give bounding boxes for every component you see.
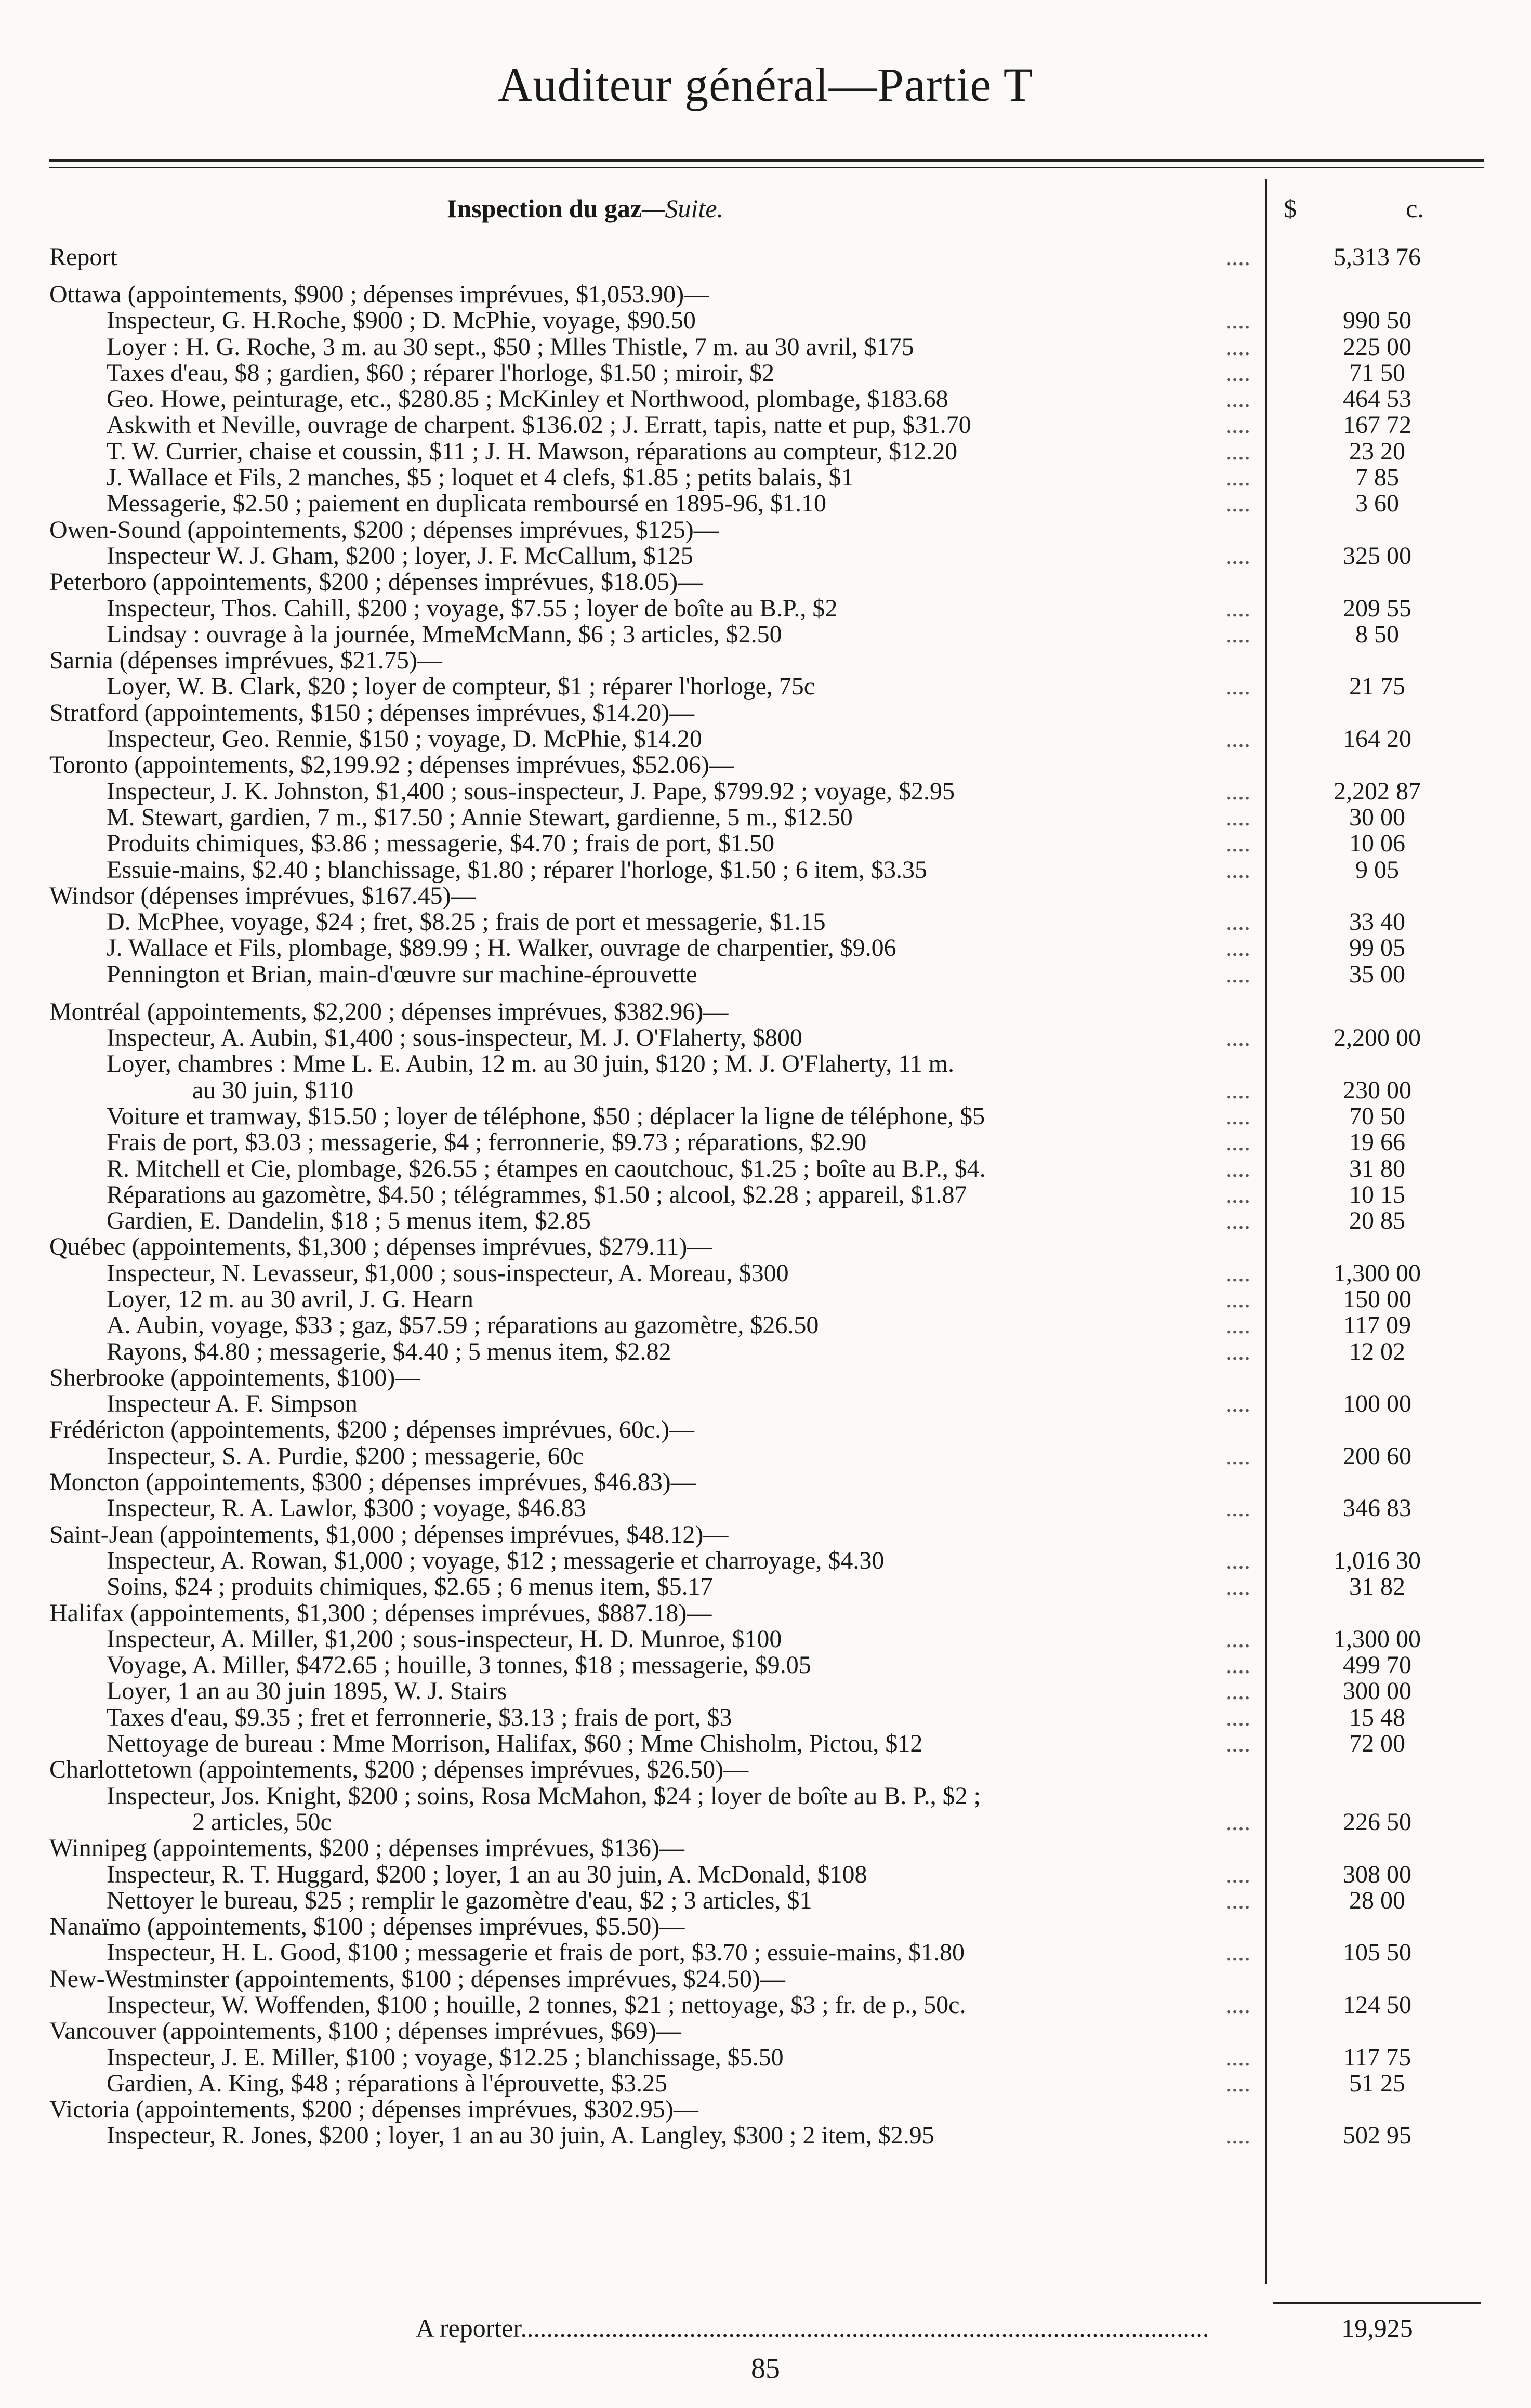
ledger-entry — [0, 2123, 1531, 2149]
leader-dots: .... — [1225, 1337, 1250, 1365]
ledger-entry — [0, 962, 1531, 999]
entry-amount: 300 00 — [1343, 1677, 1411, 1705]
entry-description: Toronto (appointements, $2,199.92 ; dépenses imprévues, $52.06)— — [49, 751, 734, 779]
leader-dots: .... — [1225, 385, 1250, 413]
entry-amount: 9 05 — [1355, 856, 1399, 884]
leader-dots: .... — [1225, 960, 1250, 988]
ledger-entry — [0, 1339, 1531, 1365]
leader-dots: .... — [1225, 803, 1250, 831]
entry-amount: 124 50 — [1343, 1991, 1411, 2019]
ledger-entry — [0, 831, 1531, 857]
entry-description: Frais de port, $3.03 ; messagerie, $4 ; ferronnerie, $9.73 ; réparations, $2.90 — [107, 1128, 867, 1156]
entry-description: D. McPhee, voyage, $24 ; fret, $8.25 ; frais de port et messagerie, $1.15 — [107, 908, 826, 936]
entry-amount: 23 20 — [1349, 437, 1405, 465]
entry-amount: 7 85 — [1355, 464, 1399, 492]
entry-description: Inspecteur, A. Miller, $1,200 ; sous-inspecteur, H. D. Munroe, $100 — [107, 1625, 782, 1653]
leader-dots: .... — [1225, 1024, 1250, 1052]
entry-description: Victoria (appointements, $200 ; dépenses imprévues, $302.95)— — [49, 2096, 698, 2124]
entry-description: Winnipeg (appointements, $200 ; dépenses imprévues, $136)— — [49, 1834, 684, 1862]
entry-description: Saint-Jean (appointements, $1,000 ; dépenses imprévues, $48.12)— — [49, 1520, 729, 1548]
entry-description: Vancouver (appointements, $100 ; dépenses imprévues, $69)— — [49, 2017, 681, 2045]
entry-description: Inspecteur, N. Levasseur, $1,000 ; sous-inspecteur, A. Moreau, $300 — [107, 1259, 789, 1287]
leader-dots: .......................................................................................................... — [520, 2313, 1209, 2343]
ledger-entry — [0, 596, 1531, 622]
entry-description: Taxes d'eau, $9.35 ; fret et ferronnerie, $3.13 ; frais de port, $3 — [107, 1703, 732, 1731]
entry-amount: 499 70 — [1343, 1651, 1411, 1679]
ledger-entry — [0, 1391, 1531, 1417]
leader-dots: .... — [1225, 777, 1250, 805]
leader-dots: .... — [1225, 1886, 1250, 1914]
ledger-entry — [0, 334, 1531, 360]
leader-dots: .... — [1225, 2043, 1250, 2071]
entry-description: Pennington et Brian, main-d'œuvre sur machine-éprouvette — [107, 960, 697, 988]
entry-description: Inspecteur A. F. Simpson — [107, 1390, 358, 1418]
entry-description: Inspecteur, R. T. Huggard, $200 ; loyer, 1 an au 30 juin, A. McDonald, $108 — [107, 1860, 867, 1888]
entry-description: Lindsay : ouvrage à la journée, MmeMcMann, $6 ; 3 articles, $2.50 — [107, 620, 782, 648]
cents-column-label: c. — [1406, 194, 1424, 223]
entry-description: Voiture et tramway, $15.50 ; loyer de téléphone, $50 ; déplacer la ligne de téléphone, $5 — [107, 1102, 985, 1130]
leader-dots: .... — [1225, 1442, 1250, 1470]
entry-amount: 117 75 — [1343, 2043, 1411, 2071]
leader-dots: .... — [1225, 1494, 1250, 1522]
leader-dots: .... — [1225, 856, 1250, 884]
leader-dots: .... — [1225, 1311, 1250, 1339]
entry-description: Moncton (appointements, $300 ; dépenses imprévues, $46.83)— — [49, 1468, 696, 1496]
entry-amount: 33 40 — [1349, 908, 1405, 936]
entry-amount: 31 82 — [1349, 1573, 1405, 1601]
entry-amount: 100 00 — [1343, 1390, 1411, 1418]
entry-description: Rayons, $4.80 ; messagerie, $4.40 ; 5 menus item, $2.82 — [107, 1337, 671, 1365]
entry-amount: 51 25 — [1349, 2069, 1405, 2097]
entry-description: Loyer, 12 m. au 30 avril, J. G. Hearn — [107, 1285, 473, 1313]
entry-amount: 8 50 — [1355, 620, 1399, 648]
entry-amount: 2,200 00 — [1334, 1024, 1421, 1052]
leader-dots: .... — [1225, 464, 1250, 492]
ledger-entry — [0, 1992, 1531, 2018]
ledger-heading — [0, 1835, 1531, 1861]
entry-description: A. Aubin, voyage, $33 ; gaz, $57.59 ; réparations au gazomètre, $26.50 — [107, 1311, 819, 1339]
leader-dots: .... — [1225, 1285, 1250, 1313]
entry-amount: 15 48 — [1349, 1703, 1405, 1731]
ledger-entry — [0, 1652, 1531, 1678]
ledger-entry — [0, 1888, 1531, 1914]
ledger — [0, 244, 1531, 2149]
ledger-entry — [0, 1312, 1531, 1338]
entry-description: Québec (appointements, $1,300 ; dépenses imprévues, $279.11)— — [49, 1233, 712, 1261]
entry-amount: 71 50 — [1349, 359, 1405, 387]
ledger-entry — [0, 308, 1531, 334]
leader-dots: .... — [1225, 490, 1250, 518]
ledger-entry — [0, 1443, 1531, 1469]
entry-amount: 150 00 — [1343, 1285, 1411, 1313]
leader-dots: .... — [1225, 333, 1250, 361]
entry-description: Produits chimiques, $3.86 ; messagerie, $4.70 ; frais de port, $1.50 — [107, 830, 775, 858]
entry-amount: 117 09 — [1343, 1311, 1411, 1339]
leader-dots: .... — [1225, 1207, 1250, 1235]
ledger-heading — [0, 700, 1531, 726]
entry-description: J. Wallace et Fils, plombage, $89.99 ; H. Walker, ouvrage de charpentier, $9.06 — [107, 934, 896, 962]
entry-description: Stratford (appointements, $150 ; dépenses imprévues, $14.20)— — [49, 699, 695, 727]
ledger-entry — [0, 1548, 1531, 1574]
entry-amount: 308 00 — [1343, 1860, 1411, 1888]
ledger-entry — [0, 1495, 1531, 1521]
ledger-heading — [0, 1365, 1531, 1391]
header-rule-thick — [49, 159, 1484, 162]
entry-description: Inspecteur, W. Woffenden, $100 ; houille, 2 tonnes, $21 ; nettoyage, $3 ; fr. de p., 50c. — [107, 1991, 966, 2019]
leader-dots: .... — [1225, 307, 1250, 335]
leader-dots: .... — [1225, 594, 1250, 622]
ledger-entry — [0, 465, 1531, 491]
entry-amount: 105 50 — [1343, 1939, 1411, 1967]
ledger-heading — [0, 1234, 1531, 1260]
leader-dots: .... — [1225, 830, 1250, 858]
ledger-entry — [0, 1182, 1531, 1208]
entry-description: Inspecteur, J. E. Miller, $100 ; voyage, $12.25 ; blanchissage, $5.50 — [107, 2043, 784, 2071]
leader-dots: .... — [1225, 1180, 1250, 1208]
total-rule — [1273, 2302, 1481, 2304]
entry-amount: 167 72 — [1343, 411, 1411, 439]
ledger-entry — [0, 935, 1531, 961]
entry-amount: 31 80 — [1349, 1154, 1405, 1182]
section-title: Inspection du gaz — [447, 194, 642, 223]
entry-description: au 30 juin, $110 — [192, 1076, 354, 1104]
entry-description: 2 articles, 50c — [192, 1808, 332, 1836]
ledger-heading — [0, 1522, 1531, 1548]
carry-forward-text: A reporter — [416, 2313, 521, 2343]
ledger-entry — [0, 622, 1531, 648]
entry-description: Sarnia (dépenses imprévues, $21.75)— — [49, 647, 442, 675]
ledger-heading — [0, 569, 1531, 595]
entry-description: Inspecteur, Thos. Cahill, $200 ; voyage, $7.55 ; loyer de boîte au B.P., $2 — [107, 594, 838, 622]
ledger-entry — [0, 244, 1531, 282]
entry-amount: 10 15 — [1349, 1180, 1405, 1208]
entry-amount: 1,300 00 — [1334, 1259, 1421, 1287]
page-number: 85 — [751, 2352, 780, 2385]
ledger-entry — [0, 543, 1531, 569]
ledger-heading — [0, 1600, 1531, 1626]
leader-dots: .... — [1225, 437, 1250, 465]
ledger-entry — [0, 1940, 1531, 1966]
leader-dots: .... — [1225, 2069, 1250, 2097]
leader-dots: .... — [1225, 1730, 1250, 1758]
entry-amount: 325 00 — [1343, 542, 1411, 570]
leader-dots: .... — [1225, 1076, 1250, 1104]
leader-dots: .... — [1225, 1546, 1250, 1574]
entry-description: R. Mitchell et Cie, plombage, $26.55 ; étampes en caoutchouc, $1.25 ; boîte au B.P., $4. — [107, 1154, 986, 1182]
entry-amount: 35 00 — [1349, 960, 1405, 988]
ledger-entry — [0, 726, 1531, 752]
ledger-entry — [0, 1809, 1531, 1835]
entry-amount: 12 02 — [1349, 1337, 1405, 1365]
ledger-entry — [0, 2045, 1531, 2071]
ledger-entry — [0, 2071, 1531, 2097]
entry-amount: 72 00 — [1349, 1730, 1405, 1758]
ledger-entry — [0, 1129, 1531, 1155]
entry-amount: 70 50 — [1349, 1102, 1405, 1130]
ledger-heading — [0, 1417, 1531, 1443]
entry-description: Report — [49, 243, 117, 271]
entry-description: Gardien, A. King, $48 ; réparations à l'éprouvette, $3.25 — [107, 2069, 668, 2097]
entry-amount: 230 00 — [1343, 1076, 1411, 1104]
ledger-heading — [0, 1757, 1531, 1783]
ledger-heading — [0, 1783, 1531, 1809]
entry-description: Nanaïmo (appointements, $100 ; dépenses imprévues, $5.50)— — [49, 1913, 685, 1941]
carry-forward-label — [416, 2313, 1209, 2343]
entry-description: Peterboro (appointements, $200 ; dépenses imprévues, $18.05)— — [49, 568, 703, 596]
entry-description: Messagerie, $2.50 ; paiement en duplicata remboursé en 1895-96, $1.10 — [107, 490, 826, 518]
entry-amount: 3 60 — [1355, 490, 1399, 518]
entry-description: Inspecteur W. J. Gham, $200 ; loyer, J. F. McCallum, $125 — [107, 542, 693, 570]
entry-description: Gardien, E. Dandelin, $18 ; 5 menus item, $2.85 — [107, 1207, 591, 1235]
entry-description: Inspecteur, R. Jones, $200 ; loyer, 1 an au 30 juin, A. Langley, $300 ; 2 item, $2.95 — [107, 2122, 934, 2150]
entry-description: Owen-Sound (appointements, $200 ; dépenses imprévues, $125)— — [49, 516, 719, 544]
entry-description: Inspecteur, R. A. Lawlor, $300 ; voyage, $46.83 — [107, 1494, 586, 1522]
entry-amount: 209 55 — [1343, 594, 1411, 622]
ledger-heading — [0, 883, 1531, 909]
leader-dots: .... — [1225, 1939, 1250, 1967]
carry-forward-amount: 19,925 — [1341, 2313, 1413, 2343]
ledger-entry — [0, 412, 1531, 438]
ledger-entry — [0, 1260, 1531, 1286]
ledger-heading — [0, 517, 1531, 543]
currency-header — [1284, 193, 1460, 223]
leader-dots: .... — [1225, 1154, 1250, 1182]
ledger-entry — [0, 1208, 1531, 1234]
entry-description: Inspecteur, A. Rowan, $1,000 ; voyage, $12 ; messagerie et charroyage, $4.30 — [107, 1546, 885, 1574]
ledger-entry — [0, 1103, 1531, 1129]
entry-amount: 502 95 — [1343, 2122, 1411, 2150]
leader-dots: .... — [1225, 1128, 1250, 1156]
ledger-entry — [0, 1705, 1531, 1731]
entry-amount: 164 20 — [1343, 725, 1411, 753]
entry-amount: 10 06 — [1349, 830, 1405, 858]
leader-dots: .... — [1225, 620, 1250, 648]
ledger-entry — [0, 779, 1531, 805]
ledger-entry — [0, 1626, 1531, 1652]
section-heading — [447, 193, 723, 223]
entry-description: Windsor (dépenses imprévues, $167.45)— — [49, 881, 476, 910]
page-title: Auditeur général—Partie T — [498, 58, 1033, 111]
ledger-entry — [0, 1862, 1531, 1888]
entry-amount: 99 05 — [1349, 934, 1405, 962]
ledger-heading — [0, 999, 1531, 1025]
entry-description: T. W. Currier, chaise et coussin, $11 ; J. H. Mawson, réparations au compteur, $12.20 — [107, 437, 958, 465]
leader-dots: .... — [1225, 1808, 1250, 1836]
entry-description: Inspecteur, J. K. Johnston, $1,400 ; sous-inspecteur, J. Pape, $799.92 ; voyage, $2.95 — [107, 777, 955, 805]
entry-description: Réparations au gazomètre, $4.50 ; télégrammes, $1.50 ; alcool, $2.28 ; appareil, $1.87 — [107, 1180, 967, 1208]
ledger-entry — [0, 857, 1531, 883]
entry-description: Inspecteur, Jos. Knight, $200 ; soins, Rosa McMahon, $24 ; loyer de boîte au B. P., $2 ; — [107, 1782, 981, 1810]
ledger-entry — [0, 386, 1531, 412]
dollars-column-label: $ — [1284, 194, 1297, 223]
entry-description: Ottawa (appointements, $900 ; dépenses imprévues, $1,053.90)— — [49, 281, 709, 308]
entry-description: Inspecteur, G. H.Roche, $900 ; D. McPhie, voyage, $90.50 — [107, 307, 696, 335]
leader-dots: .... — [1225, 1651, 1250, 1679]
ledger-heading — [0, 752, 1531, 778]
leader-dots: .... — [1225, 411, 1250, 439]
leader-dots: .... — [1225, 673, 1250, 701]
header-rule-thin — [49, 167, 1484, 168]
leader-dots: .... — [1225, 1991, 1250, 2019]
entry-description: Nettoyage de bureau : Mme Morrison, Halifax, $60 ; Mme Chisholm, Pictou, $12 — [107, 1730, 923, 1758]
entry-description: Loyer : H. G. Roche, 3 m. au 30 sept., $50 ; Mlles Thistle, 7 m. au 30 avril, $175 — [107, 333, 914, 361]
ledger-entry — [0, 909, 1531, 935]
entry-amount: 21 75 — [1349, 673, 1405, 701]
entry-description: Sherbrooke (appointements, $100)— — [49, 1363, 420, 1391]
entry-description: Inspecteur, A. Aubin, $1,400 ; sous-inspecteur, M. J. O'Flaherty, $800 — [107, 1024, 802, 1052]
ledger-heading — [0, 648, 1531, 674]
ledger-entry — [0, 1077, 1531, 1103]
entry-description: New-Westminster (appointements, $100 ; dépenses imprévues, $24.50)— — [49, 1965, 785, 1993]
entry-description: J. Wallace et Fils, 2 manches, $5 ; loquet et 4 clefs, $1.85 ; petits balais, $1 — [107, 464, 854, 492]
entry-amount: 200 60 — [1343, 1442, 1411, 1470]
entry-description: Montréal (appointements, $2,200 ; dépenses imprévues, $382.96)— — [49, 997, 729, 1025]
entry-amount: 464 53 — [1343, 385, 1411, 413]
entry-description: Taxes d'eau, $8 ; gardien, $60 ; réparer l'horloge, $1.50 ; miroir, $2 — [107, 359, 774, 387]
entry-amount: 990 50 — [1343, 307, 1411, 335]
entry-description: Essuie-mains, $2.40 ; blanchissage, $1.80 ; réparer l'horloge, $1.50 ; 6 item, $3.35 — [107, 856, 928, 884]
entry-amount: 19 66 — [1349, 1128, 1405, 1156]
entry-description: Loyer, W. B. Clark, $20 ; loyer de compteur, $1 ; réparer l'horloge, 75c — [107, 673, 815, 701]
entry-description: Charlottetown (appointements, $200 ; dépenses imprévues, $26.50)— — [49, 1756, 749, 1784]
ledger-entry — [0, 1678, 1531, 1704]
ledger-heading — [0, 1051, 1531, 1077]
ledger-entry — [0, 674, 1531, 700]
entry-amount: 28 00 — [1349, 1886, 1405, 1914]
ledger-heading — [0, 2018, 1531, 2044]
leader-dots: .... — [1225, 934, 1250, 962]
entry-amount: 20 85 — [1349, 1207, 1405, 1235]
entry-description: Nettoyer le bureau, $25 ; remplir le gazomètre d'eau, $2 ; 3 articles, $1 — [107, 1886, 812, 1914]
entry-description: Askwith et Neville, ouvrage de charpent. $136.02 ; J. Erratt, tapis, natte et pup, $31.70 — [107, 411, 971, 439]
leader-dots: .... — [1225, 243, 1250, 271]
leader-dots: .... — [1225, 1390, 1250, 1418]
ledger-heading — [0, 2097, 1531, 2123]
leader-dots: .... — [1225, 1860, 1250, 1888]
ledger-entry — [0, 1156, 1531, 1182]
ledger-entry — [0, 360, 1531, 386]
ledger-entry — [0, 1574, 1531, 1600]
ledger-entry — [0, 439, 1531, 465]
ledger-entry — [0, 1731, 1531, 1757]
leader-dots: .... — [1225, 1102, 1250, 1130]
ledger-heading — [0, 1914, 1531, 1940]
entry-description: Frédéricton (appointements, $200 ; dépenses imprévues, 60c.)— — [49, 1416, 695, 1444]
entry-amount: 2,202 87 — [1334, 777, 1421, 805]
leader-dots: .... — [1225, 1625, 1250, 1653]
leader-dots: .... — [1225, 1259, 1250, 1287]
ledger-entry — [0, 491, 1531, 517]
entry-amount: 30 00 — [1349, 803, 1405, 831]
leader-dots: .... — [1225, 1703, 1250, 1731]
leader-dots: .... — [1225, 1677, 1250, 1705]
leader-dots: .... — [1225, 542, 1250, 570]
entry-description: Voyage, A. Miller, $472.65 ; houille, 3 tonnes, $18 ; messagerie, $9.05 — [107, 1651, 811, 1679]
ledger-heading — [0, 1469, 1531, 1495]
entry-amount: 226 50 — [1343, 1808, 1411, 1836]
leader-dots: .... — [1225, 908, 1250, 936]
leader-dots: .... — [1225, 725, 1250, 753]
entry-description: Inspecteur, H. L. Good, $100 ; messagerie et frais de port, $3.70 ; essuie-mains, $1.80 — [107, 1939, 965, 1967]
ledger-heading — [0, 282, 1531, 308]
ledger-entry — [0, 1286, 1531, 1312]
entry-description: M. Stewart, gardien, 7 m., $17.50 ; Annie Stewart, gardienne, 5 m., $12.50 — [107, 803, 853, 831]
entry-description: Soins, $24 ; produits chimiques, $2.65 ; 6 menus item, $5.17 — [107, 1573, 713, 1601]
leader-dots: .... — [1225, 1573, 1250, 1601]
entry-description: Halifax (appointements, $1,300 ; dépenses imprévues, $887.18)— — [49, 1599, 712, 1627]
entry-amount: 1,300 00 — [1334, 1625, 1421, 1653]
entry-amount: 1,016 30 — [1334, 1546, 1421, 1574]
section-suffix: —Suite. — [642, 194, 724, 223]
entry-description: Loyer, 1 an au 30 juin 1895, W. J. Stairs — [107, 1677, 507, 1705]
entry-description: Inspecteur, S. A. Purdie, $200 ; messagerie, 60c — [107, 1442, 584, 1470]
entry-description: Loyer, chambres : Mme L. E. Aubin, 12 m. au 30 juin, $120 ; M. J. O'Flaherty, 11 m. — [107, 1050, 954, 1078]
leader-dots: .... — [1225, 2122, 1250, 2150]
leader-dots: .... — [1225, 359, 1250, 387]
ledger-entry — [0, 805, 1531, 831]
entry-amount: 225 00 — [1343, 333, 1411, 361]
ledger-heading — [0, 1966, 1531, 1992]
entry-description: Inspecteur, Geo. Rennie, $150 ; voyage, D. McPhie, $14.20 — [107, 725, 702, 753]
ledger-entry — [0, 1025, 1531, 1051]
entry-description: Geo. Howe, peinturage, etc., $280.85 ; McKinley et Northwood, plombage, $183.68 — [107, 385, 948, 413]
entry-amount: 346 83 — [1343, 1494, 1411, 1522]
entry-amount: 5,313 76 — [1334, 243, 1421, 271]
